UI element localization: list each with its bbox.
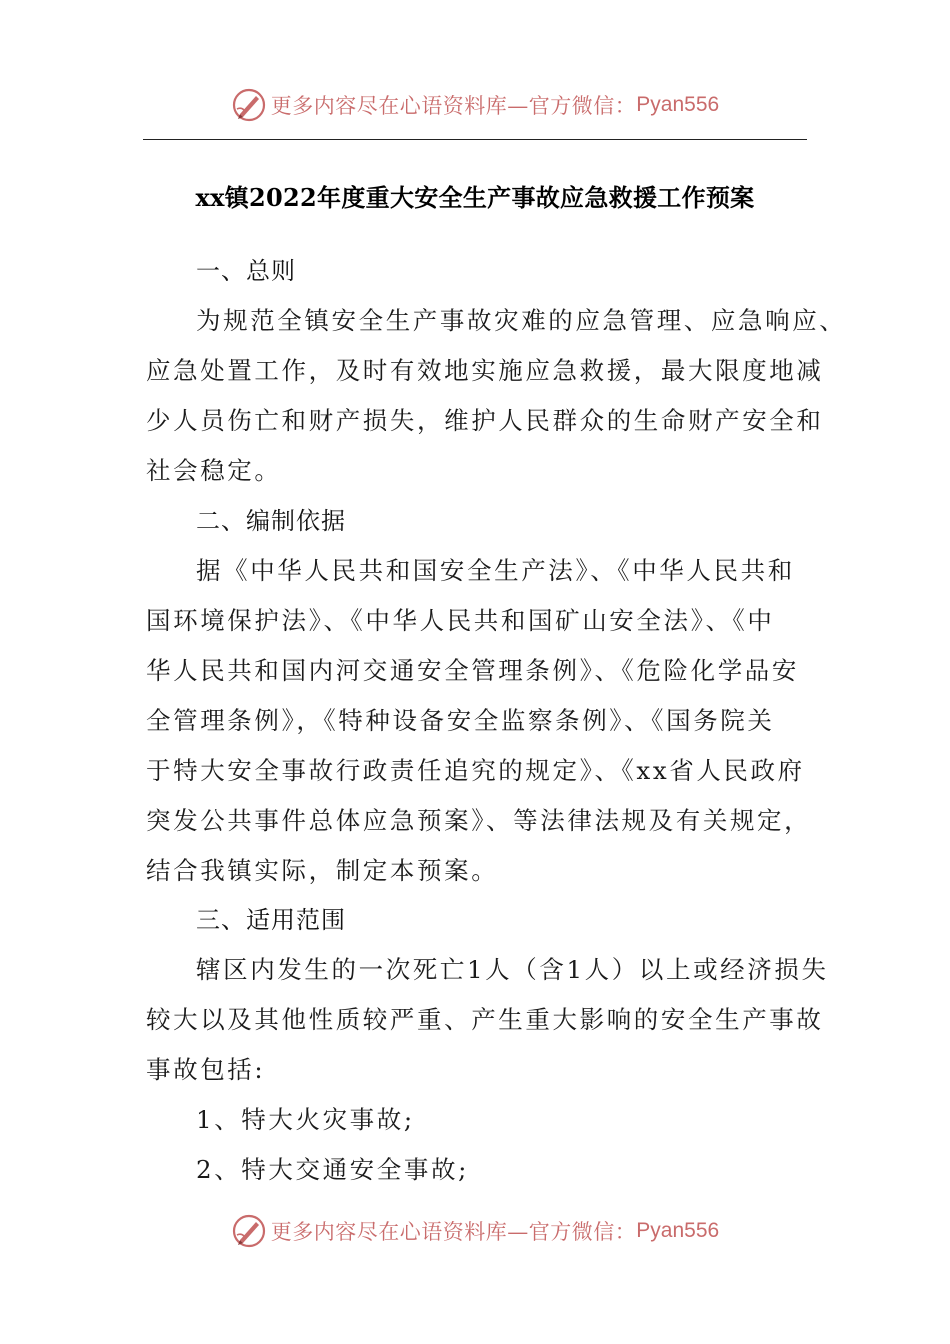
footer-banner-text: 更多内容尽在心语资料库—官方微信： <box>270 1220 637 1244</box>
paragraph-line: 据《中华人民共和国安全生产法》、《中华人民共和 <box>196 556 795 585</box>
pen-logo-icon <box>231 87 267 123</box>
paragraph-line: 华人民共和国内河交通安全管理条例》、《危险化学品安 <box>146 656 799 685</box>
list-item: 1、特大火灾事故; <box>196 1105 415 1134</box>
paragraph-line: 全管理条例》，《特种设备安全监察条例》、《国务院关 <box>146 706 775 735</box>
paragraph-line: 于特大安全事故行政责任追究的规定》、《xx省人民政府 <box>146 756 805 785</box>
header-divider <box>143 139 807 140</box>
footer-banner <box>0 1208 950 1254</box>
paragraph-line: 辖区内发生的一次死亡1人（含1人）以上或经济损失 <box>196 955 829 984</box>
paragraph-line: 国环境保护法》、《中华人民共和国矿山安全法》、《中 <box>146 606 775 635</box>
paragraph-line: 少人员伤亡和财产损失，维护人民群众的生命财产安全和 <box>146 406 824 435</box>
paragraph-line: 结合我镇实际，制定本预案。 <box>146 856 499 885</box>
section-heading-scope: 三、适用范围 <box>196 906 346 934</box>
header-banner <box>0 82 950 128</box>
paragraph-line: 为规范全镇安全生产事故灾难的应急管理、应急响应、 <box>196 306 847 335</box>
paragraph-line: 应急处置工作，及时有效地实施应急救援，最大限度地减 <box>146 356 824 385</box>
paragraph-line: 较大以及其他性质较严重、产生重大影响的安全生产事故 <box>146 1005 824 1034</box>
pen-logo-icon <box>231 1213 267 1249</box>
paragraph-line: 事故包括: <box>146 1055 266 1084</box>
section-heading-general: 一、总则 <box>196 257 296 285</box>
banner-text: 更多内容尽在心语资料库—官方微信： <box>270 94 637 118</box>
list-item: 2、特大交通安全事故; <box>196 1155 469 1184</box>
paragraph-line: 突发公共事件总体应急预案》、等法律法规及有关规定， <box>146 806 812 835</box>
section-heading-basis: 二、编制依据 <box>196 507 346 535</box>
footer-wechat-id: Pyan556 <box>636 1219 720 1242</box>
paragraph-line: 社会稳定。 <box>146 456 282 485</box>
document-title: xx镇2022年度重大安全生产事故应急救援工作预案 <box>195 183 755 212</box>
banner-wechat-id: Pyan556 <box>636 93 720 116</box>
